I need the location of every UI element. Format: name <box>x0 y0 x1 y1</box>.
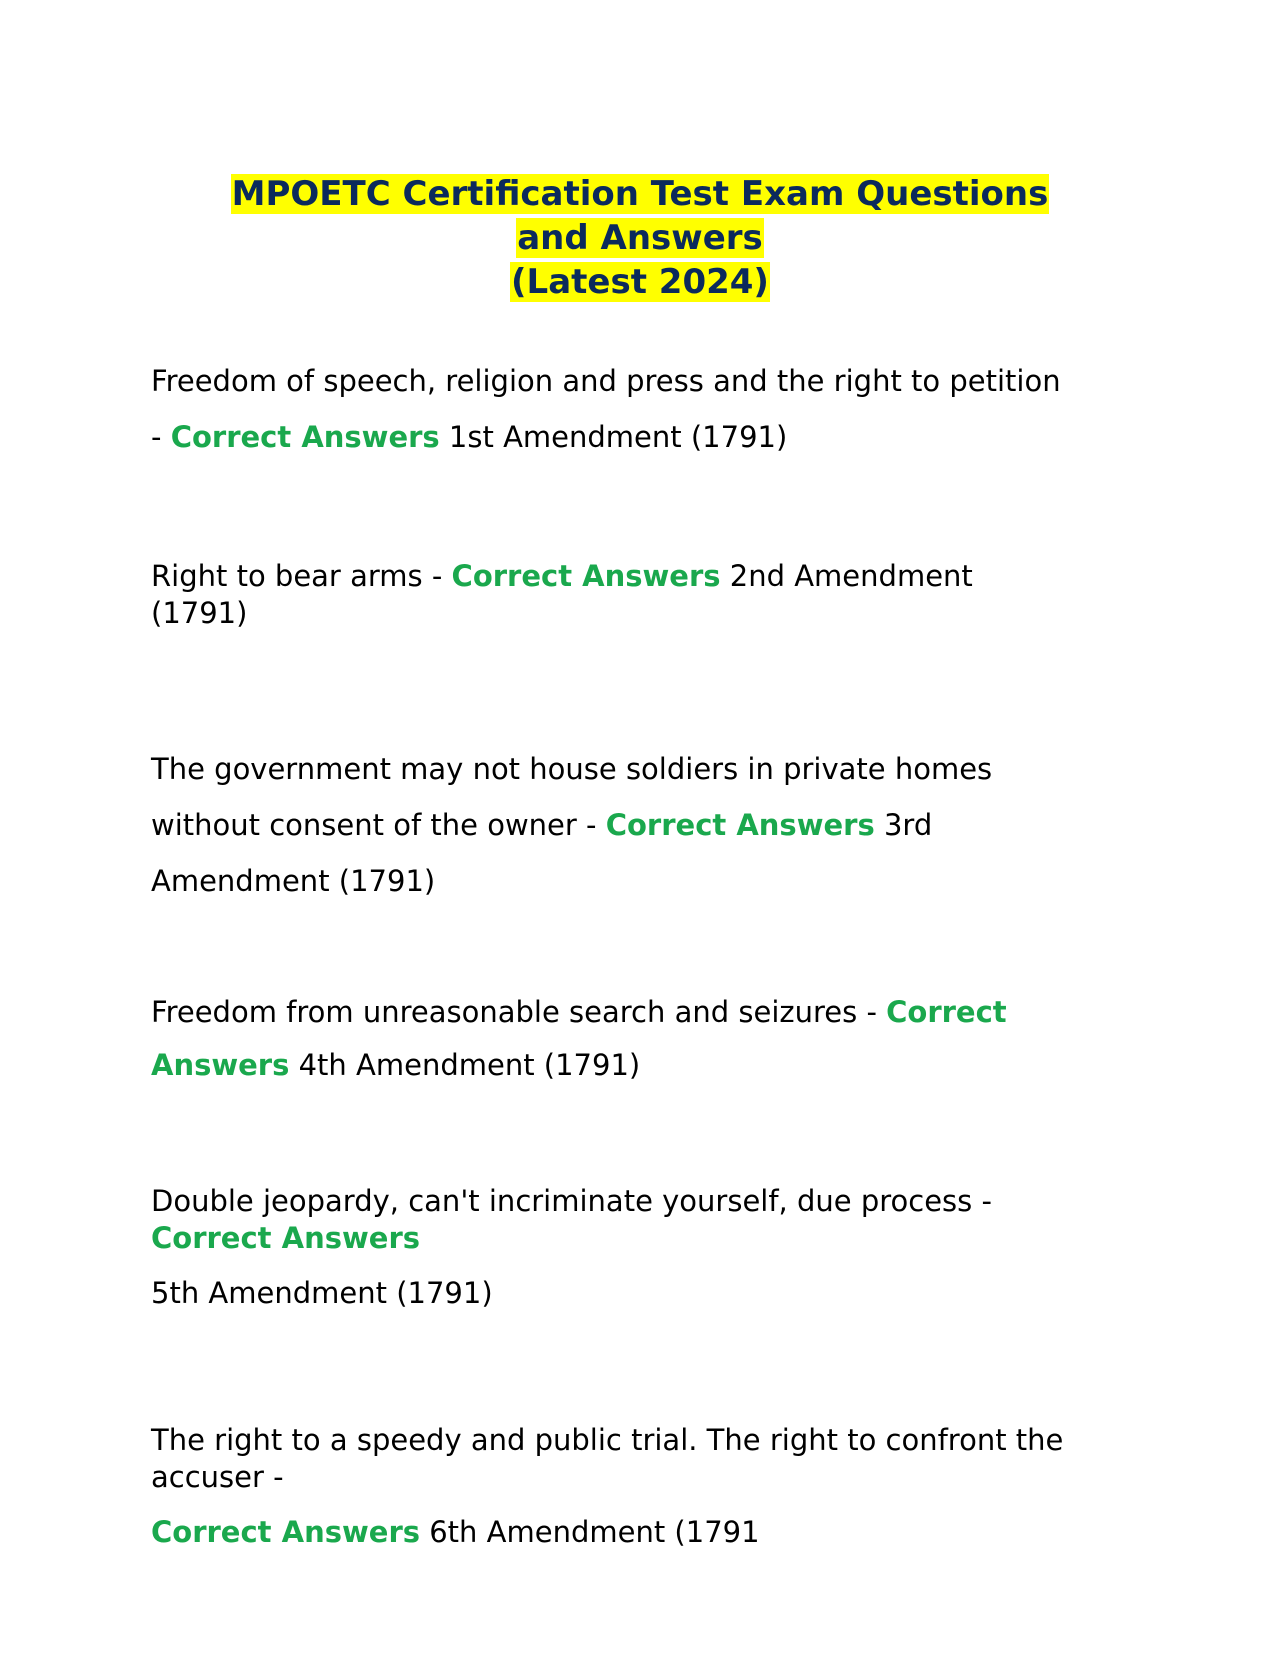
answer-prefix: - <box>151 420 162 454</box>
question-text: Double jeopardy, can't incriminate yourself, due process - <box>151 1184 992 1218</box>
question-text-line-2: without consent of the owner - <box>151 808 597 842</box>
document-title <box>0 172 1280 304</box>
question-text-line-1: The government may not house soldiers in private homes <box>151 752 993 786</box>
question-text-line-2: accuser - <box>151 1460 284 1494</box>
answer-text: 2nd Amendment <box>729 559 973 593</box>
answer-text: 5th Amendment (1791) <box>151 1276 493 1310</box>
answer-text: 3rd <box>883 808 933 842</box>
qa-item-3 <box>151 741 1161 909</box>
correct-answers-label: Correct Answers <box>151 1221 421 1255</box>
correct-answers-label: Correct Answers <box>605 808 875 842</box>
qa-item-2 <box>151 558 1161 632</box>
qa-item-5 <box>151 1183 1161 1312</box>
correct-answers-label: Correct Answers <box>170 420 440 454</box>
answer-text-continued: (1791) <box>151 596 248 630</box>
title-line-2: and Answers <box>517 218 763 258</box>
correct-answers-label-part-1: Correct <box>886 995 1007 1029</box>
correct-answers-label: Correct Answers <box>451 559 721 593</box>
question-text-line-1: The right to a speedy and public trial. The right to confront the <box>151 1423 1064 1457</box>
title-line-3: (Latest 2024) <box>511 262 769 302</box>
question-text: Right to bear arms - <box>151 559 443 593</box>
correct-answers-label: Correct Answers <box>151 1515 421 1549</box>
answer-text: 6th Amendment (1791 <box>429 1515 760 1549</box>
qa-item-4 <box>151 986 1161 1092</box>
answer-text: 1st Amendment (1791) <box>448 420 788 454</box>
question-text: Freedom from unreasonable search and seizures - <box>151 995 877 1029</box>
title-line-1: MPOETC Certification Test Exam Questions <box>231 174 1049 214</box>
answer-text: 4th Amendment (1791) <box>298 1048 641 1082</box>
correct-answers-label-part-2: Answers <box>151 1048 290 1082</box>
qa-item-6 <box>151 1422 1161 1551</box>
qa-item-1 <box>151 353 1161 465</box>
question-text: Freedom of speech, religion and press and the right to petition <box>151 364 1061 398</box>
answer-text-continued: Amendment (1791) <box>151 864 436 898</box>
